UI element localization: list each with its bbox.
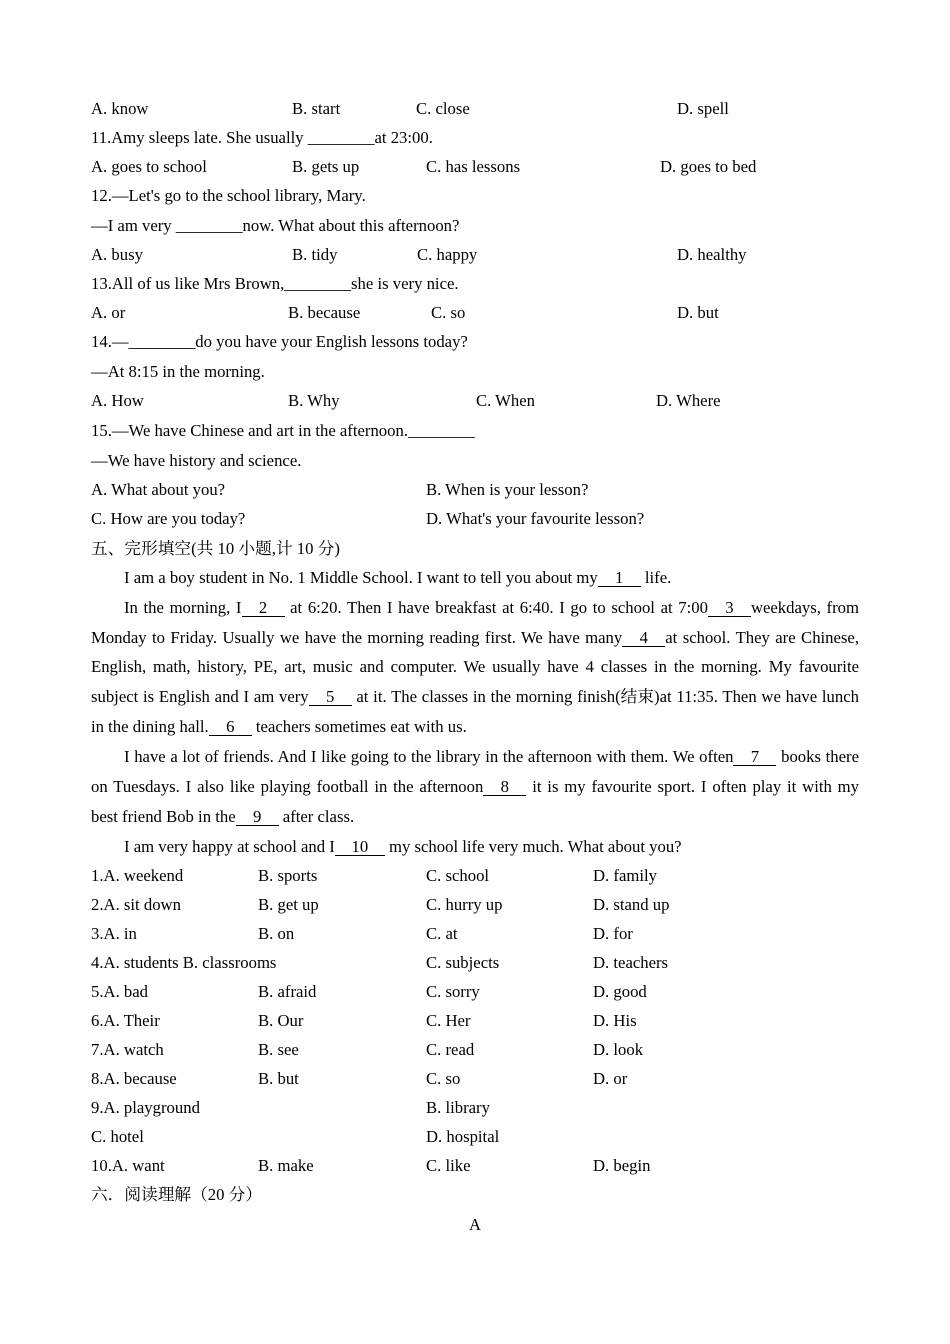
cloze-text: I am a boy student in No. 1 Middle School. I want to tell you about my: [124, 568, 598, 587]
q15-options-cd: [0, 509, 950, 529]
cloze-q7-option-d: D. look: [593, 1040, 644, 1059]
cloze-text: at school. They are Chinese,: [665, 628, 859, 647]
cloze-blank-1: 1: [598, 569, 641, 587]
line-content: [91, 807, 354, 826]
cloze-text: in the dining hall.: [91, 717, 209, 736]
cloze-blank-8: 8: [483, 778, 526, 796]
line-content: [124, 598, 859, 617]
q15-option-d: D. What's your favourite lesson?: [426, 509, 645, 528]
reading-passage-label: A: [468, 1215, 482, 1234]
q14-stem: 14.—________do you have your English lessons today?: [91, 332, 468, 351]
q15-reply: —We have history and science.: [91, 451, 302, 470]
cloze-blank-5: 5: [309, 688, 352, 706]
cloze-text: it is my favourite sport. I often play it with my: [526, 777, 859, 796]
cloze-q4-option-d: D. teachers: [593, 953, 669, 972]
cloze-text: Monday to Friday. Usually we have the morning reading first. We have many: [91, 628, 623, 647]
line-content: [91, 717, 467, 736]
reading-section-heading: 六．阅读理解（20 分）: [91, 1185, 263, 1204]
cloze-q3-option-a: 3.A. in: [91, 924, 137, 943]
cloze-options-4: [0, 953, 950, 973]
q13-option-d: D. but: [677, 303, 719, 322]
cloze-q10-option-a: 10.A. want: [91, 1156, 165, 1175]
cloze-q2-option-b: B. get up: [258, 895, 319, 914]
cloze-text: weekdays, from: [750, 598, 859, 617]
cloze-paragraph-2-line-4: [91, 687, 859, 707]
cloze-blank-6: 6: [209, 718, 252, 736]
q10-option-d: D. spell: [677, 99, 729, 118]
q12-option-c: C. happy: [417, 245, 478, 264]
q14-option-b: B. Why: [288, 391, 340, 410]
line-content: [91, 687, 859, 706]
cloze-paragraph-4-line-1: [124, 837, 859, 857]
cloze-q10-option-b: B. make: [258, 1156, 314, 1175]
line-content: [124, 568, 671, 587]
cloze-q5-option-c: C. sorry: [426, 982, 480, 1001]
q12-reply: —I am very ________now. What about this afternoon?: [91, 216, 460, 235]
cloze-text: on Tuesdays. I also like playing football in the afternoon: [91, 777, 484, 796]
q13-stem: 13.All of us like Mrs Brown,________she is very nice.: [91, 274, 459, 293]
cloze-text: English, math, history, PE, art, music and computer. We usually have 4 classes in the morning. My favourite: [91, 657, 859, 676]
q11-option-b: B. gets up: [292, 157, 360, 176]
q12-option-b: B. tidy: [292, 245, 338, 264]
cloze-q3-option-c: C. at: [426, 924, 458, 943]
cloze-options-7: [0, 1040, 950, 1060]
cloze-q2-option-d: D. stand up: [593, 895, 670, 914]
cloze-text: In the morning, I: [124, 598, 242, 617]
cloze-text: I have a lot of friends. And I like going to the library in the afternoon with them. We often: [124, 747, 734, 766]
cloze-options-3: [0, 924, 950, 944]
q13-options: [0, 303, 950, 323]
q15-option-c: C. How are you today?: [91, 509, 246, 528]
q13-option-a: A. or: [91, 303, 126, 322]
q11-option-c: C. has lessons: [426, 157, 521, 176]
cloze-paragraph-2-line-2: [91, 628, 859, 648]
cloze-q3-option-d: D. for: [593, 924, 633, 943]
q12-stem: 12.—Let's go to the school library, Mary.: [91, 186, 366, 205]
q15-option-b: B. When is your lesson?: [426, 480, 589, 499]
cloze-q10-option-c: C. like: [426, 1156, 471, 1175]
cloze-text: best friend Bob in the: [91, 807, 236, 826]
cloze-options-10: [0, 1156, 950, 1176]
q15-options-ab: [0, 480, 950, 500]
cloze-text: at 6:20. Then I have breakfast at 6:40. I go to school at 7:00: [284, 598, 708, 617]
cloze-blank-3: 3: [708, 599, 751, 617]
cloze-paragraph-2-line-5: [91, 717, 859, 737]
q11-options: [0, 157, 950, 177]
q14-option-a: A. How: [91, 391, 144, 410]
q11-option-a: A. goes to school: [91, 157, 207, 176]
q12-options: [0, 245, 950, 265]
cloze-text: books there: [776, 747, 859, 766]
cloze-q1-option-d: D. family: [593, 866, 657, 885]
cloze-q8-option-a: 8.A. because: [91, 1069, 177, 1088]
q11-option-d: D. goes to bed: [660, 157, 757, 176]
cloze-q3-option-b: B. on: [258, 924, 295, 943]
cloze-q7-option-b: B. see: [258, 1040, 299, 1059]
cloze-q9-option-a: 9.A. playground: [91, 1098, 200, 1117]
cloze-section-heading: 五、完形填空(共 10 小题,计 10 分): [91, 539, 340, 558]
cloze-q5-option-b: B. afraid: [258, 982, 317, 1001]
q10-option-b: B. start: [292, 99, 341, 118]
q15-option-a: A. What about you?: [91, 480, 226, 499]
cloze-blank-7: 7: [733, 748, 776, 766]
q10-options: [0, 99, 950, 119]
line-content: [91, 777, 859, 796]
cloze-text: at it. The classes in the morning finish(结束)at 11:35. Then we have lunch: [351, 687, 859, 706]
cloze-text: subject is English and I am very: [91, 687, 309, 706]
line-content: [124, 837, 682, 856]
cloze-q7-option-a: 7.A. watch: [91, 1040, 164, 1059]
cloze-q9-option-b: B. library: [426, 1098, 490, 1117]
cloze-q8-option-b: B. but: [258, 1069, 299, 1088]
q13-option-b: B. because: [288, 303, 361, 322]
cloze-paragraph-1-line-1: [124, 568, 859, 588]
cloze-q6-option-c: C. Her: [426, 1011, 471, 1030]
cloze-text: teachers sometimes eat with us.: [251, 717, 467, 736]
cloze-paragraph-3-line-1: [124, 747, 859, 767]
q14-reply: —At 8:15 in the morning.: [91, 362, 265, 381]
cloze-q4-option-c: C. subjects: [426, 953, 500, 972]
cloze-options-1: [0, 866, 950, 886]
q11-stem: 11.Amy sleeps late. She usually ________at 23:00.: [91, 128, 433, 147]
q12-option-a: A. busy: [91, 245, 143, 264]
line-content: [91, 657, 859, 676]
q10-option-a: A. know: [91, 99, 149, 118]
cloze-text: after class.: [278, 807, 355, 826]
cloze-q8-option-d: D. or: [593, 1069, 628, 1088]
cloze-blank-10: 10: [335, 838, 385, 856]
cloze-q4-option-ab: 4.A. students B. classrooms: [91, 953, 277, 972]
cloze-paragraph-2-line-1: [124, 598, 859, 618]
cloze-q1-option-b: B. sports: [258, 866, 318, 885]
cloze-paragraph-3-line-2: [91, 777, 859, 797]
cloze-blank-9: 9: [236, 808, 279, 826]
cloze-q6-option-b: B. Our: [258, 1011, 304, 1030]
cloze-options-9-cd: [0, 1127, 950, 1147]
cloze-text: my school life very much. What about you?: [384, 837, 682, 856]
q15-stem: 15.—We have Chinese and art in the afternoon.________: [91, 421, 475, 440]
q13-option-c: C. so: [431, 303, 466, 322]
q14-option-c: C. When: [476, 391, 536, 410]
cloze-options-8: [0, 1069, 950, 1089]
cloze-text: I am very happy at school and I: [124, 837, 335, 856]
cloze-q6-option-d: D. His: [593, 1011, 637, 1030]
cloze-options-9-ab: [0, 1098, 950, 1118]
line-content: [91, 628, 859, 647]
cloze-blank-4: 4: [622, 629, 665, 647]
line-content: [124, 747, 859, 766]
cloze-q8-option-c: C. so: [426, 1069, 461, 1088]
cloze-q2-option-a: 2.A. sit down: [91, 895, 181, 914]
q10-option-c: C. close: [416, 99, 470, 118]
cloze-paragraph-3-line-3: [91, 807, 859, 827]
cloze-options-2: [0, 895, 950, 915]
q12-option-d: D. healthy: [677, 245, 747, 264]
q14-option-d: D. Where: [656, 391, 721, 410]
cloze-text: life.: [640, 568, 672, 587]
cloze-q1-option-a: 1.A. weekend: [91, 866, 184, 885]
q14-options: [0, 391, 950, 411]
cloze-q9-option-c: C. hotel: [91, 1127, 144, 1146]
cloze-paragraph-2-line-3: [91, 657, 859, 677]
cloze-options-6: [0, 1011, 950, 1031]
cloze-q6-option-a: 6.A. Their: [91, 1011, 160, 1030]
cloze-options-5: [0, 982, 950, 1002]
cloze-q7-option-c: C. read: [426, 1040, 475, 1059]
cloze-q5-option-d: D. good: [593, 982, 647, 1001]
cloze-blank-2: 2: [242, 599, 285, 617]
cloze-q2-option-c: C. hurry up: [426, 895, 503, 914]
cloze-q10-option-d: D. begin: [593, 1156, 651, 1175]
cloze-q1-option-c: C. school: [426, 866, 490, 885]
cloze-q9-option-d: D. hospital: [426, 1127, 500, 1146]
cloze-q5-option-a: 5.A. bad: [91, 982, 149, 1001]
